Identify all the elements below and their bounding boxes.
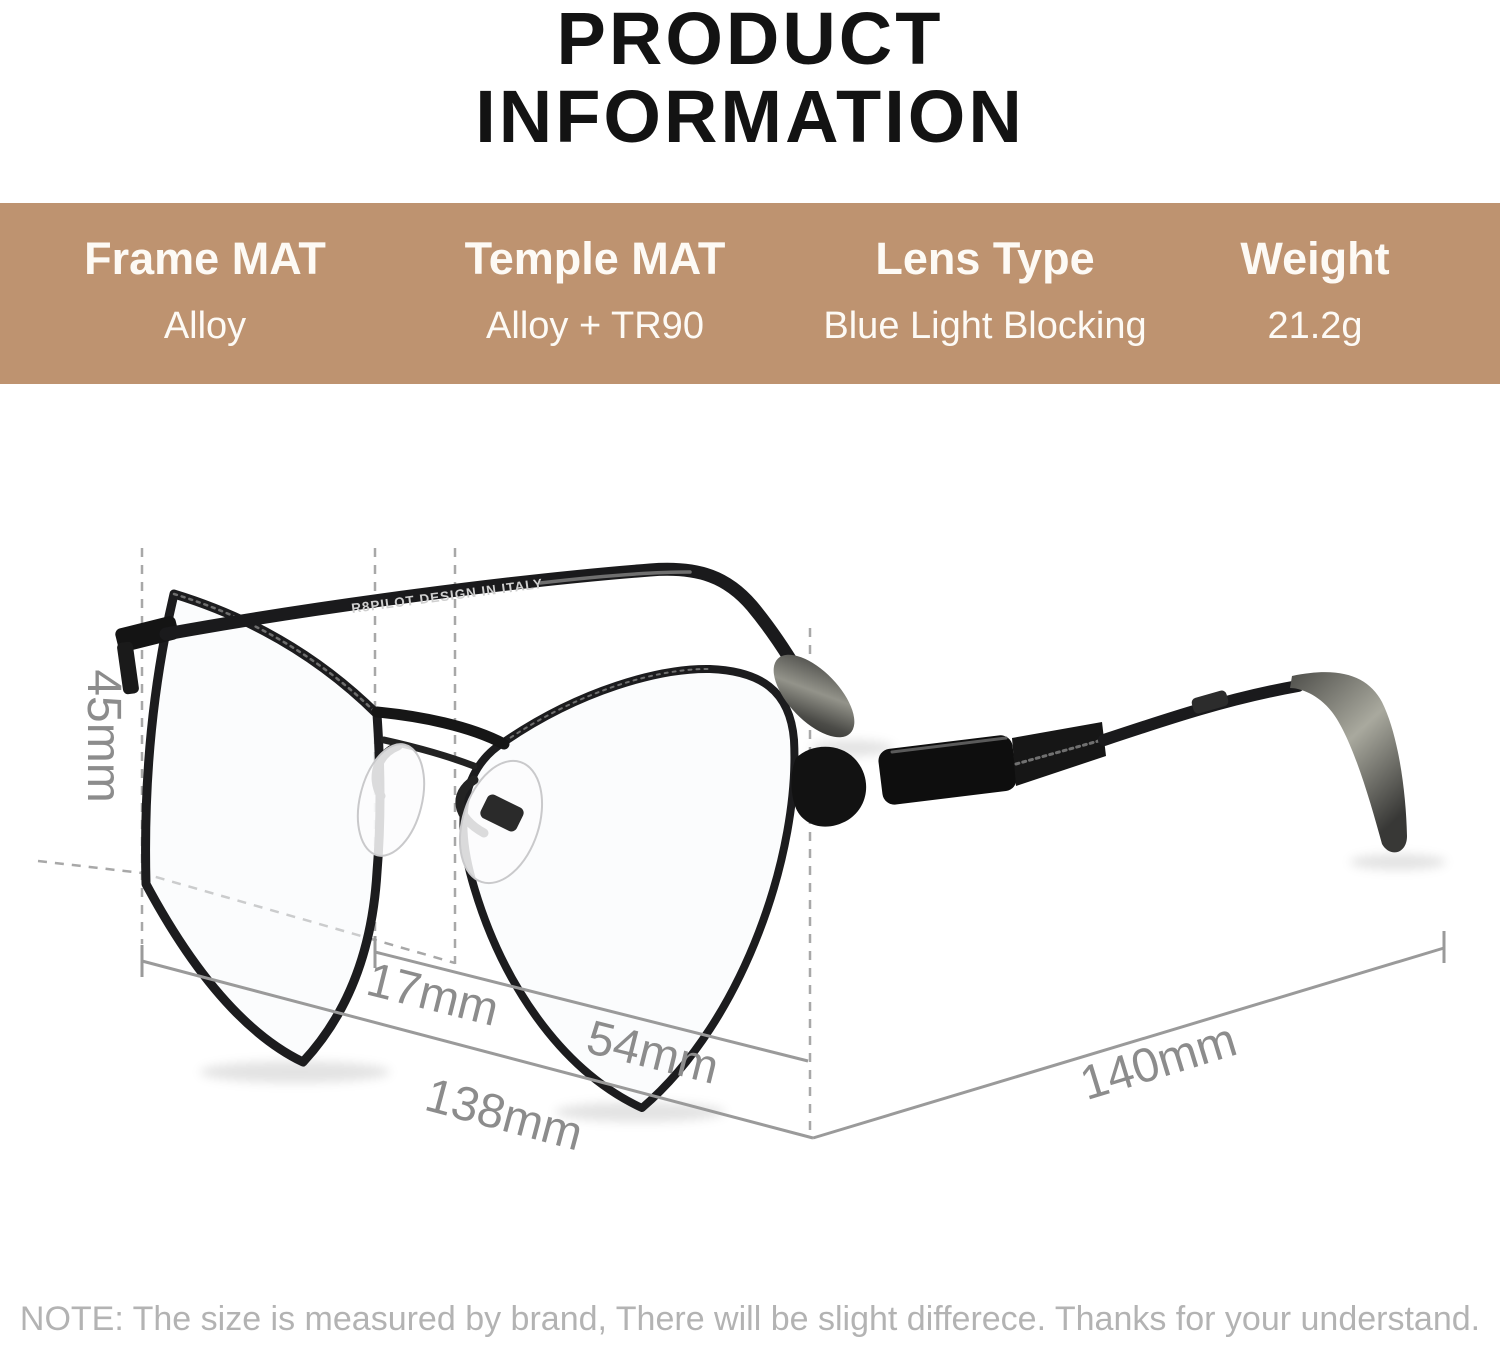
spec-value: Alloy [163,305,247,347]
spec-label: Lens Type [875,233,1095,284]
bridge-width-label: 17mm [361,953,504,1037]
right-temple-tip [1290,672,1407,852]
lens-width-label: 54mm [581,1011,724,1095]
right-hinge [791,747,866,827]
spec-label: Frame MAT [84,233,326,284]
spec-value: Alloy + TR90 [486,305,704,347]
right-temple-arm [1104,686,1298,740]
spec-value: Blue Light Blocking [823,305,1147,347]
page-title-line1: PRODUCT [556,0,944,80]
temple-length-label: 140mm [1074,1013,1243,1111]
size-disclaimer-note: NOTE: The size is measured by brand, There will be slight differece. Thanks for your understand. [19,1300,1481,1338]
spec-label: Weight [1240,233,1390,284]
brand-engraving: R8PILOT DESIGN IN ITALY [350,575,545,616]
right-temple-taper [1012,722,1106,786]
frame-width-label: 138mm [419,1068,589,1162]
lens-height-label: 45mm [77,669,130,803]
spec-value: 21.2g [1267,305,1363,347]
spec-label: Temple MAT [464,233,726,284]
page-title-line2: INFORMATION [475,75,1025,158]
